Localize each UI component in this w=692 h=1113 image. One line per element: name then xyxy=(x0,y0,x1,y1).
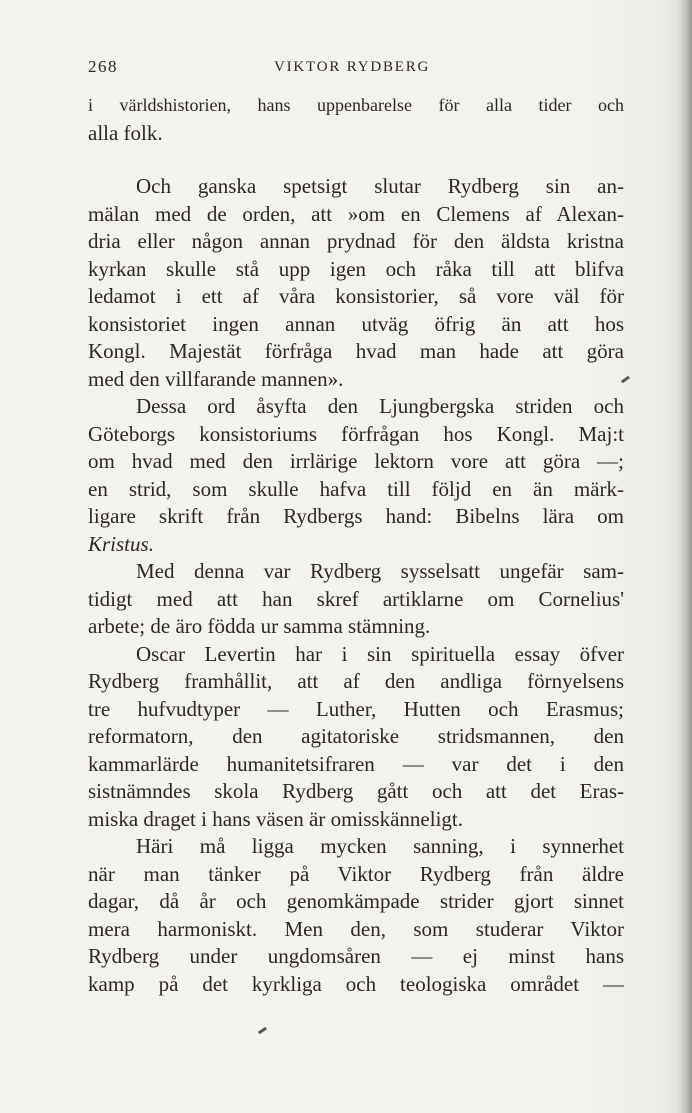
text-line: Rydberg under ungdomsåren — ej minst hans xyxy=(88,944,624,968)
text-line: en strid, som skulle hafva till följd en än märk- xyxy=(88,476,624,501)
body-text xyxy=(88,92,624,998)
text-line: Rydberg framhållit, att af den andliga förnyelsens xyxy=(88,669,624,693)
text-line: ligare skrift från Rydbergs hand: Bibelns lära om xyxy=(88,504,624,528)
text-line: kyrkan skulle stå upp igen och råka till att blifva xyxy=(88,256,624,281)
text-line: Och ganska spetsigt slutar Rydberg sin an- xyxy=(136,174,624,198)
text-line: Dessa ord åsyfta den Ljungbergska striden och xyxy=(136,394,624,418)
text-line: arbete; de äro födda ur samma stämning. xyxy=(88,614,431,638)
text-line: reformatorn, den agitatoriske stridsmannen, den xyxy=(88,724,624,748)
text-line: sistnämndes skola Rydberg gått och att det Eras- xyxy=(88,779,624,803)
text-line: kammarlärde humanitetsifraren — var det i den xyxy=(88,751,624,776)
ink-speck xyxy=(258,1027,267,1035)
text-line: konsistoriet ingen annan utväg öfrig än att hos xyxy=(88,311,624,336)
text-line: mera harmoniskt. Men den, som studerar Viktor xyxy=(88,916,624,941)
text-line: Häri må ligga mycken sanning, i synnerhet xyxy=(136,834,624,858)
running-head: VIKTOR RYDBERG xyxy=(274,59,431,75)
text-line: tre hufvudtyper — Luther, Hutten och Erasmus; xyxy=(88,696,624,721)
text-line: om hvad med den irrlärige lektorn vore att göra —; xyxy=(88,449,624,473)
text-line: när man tänker på Viktor Rydberg från äldre xyxy=(88,861,624,886)
text-line: Göteborgs konsistoriums förfrågan hos Kongl. Maj:t xyxy=(88,421,624,446)
text-line: mälan med de orden, att »om en Clemens af Alexan- xyxy=(88,201,624,226)
paragraph-gap xyxy=(88,147,624,173)
page-edge-shadow xyxy=(678,0,692,1113)
page-number: 268 xyxy=(88,57,118,76)
text-line: i världshistorien, hans uppenbarelse för alla tider och xyxy=(88,95,624,115)
text-line: dagar, då år och genomkämpade strider gjort sinnet xyxy=(88,889,624,913)
text-line: med den villfarande mannen». xyxy=(88,366,344,391)
text-line: alla folk. xyxy=(88,120,163,145)
text-line: tidigt med att han skref artiklarne om Cornelius' xyxy=(88,586,624,611)
text-line: kamp på det kyrkliga och teologiska området — xyxy=(88,971,624,996)
text-line: Oscar Levertin har i sin spirituella essay öfver xyxy=(136,641,624,666)
text-line: Med denna var Rydberg sysselsatt ungefär sam- xyxy=(136,559,624,583)
text-line-italic: Kristus. xyxy=(88,531,154,556)
text-line: ledamot i ett af våra konsistorier, så vore väl för xyxy=(88,284,624,308)
page-header xyxy=(88,57,628,81)
text-line: dria eller någon annan prydnad för den äldsta kristna xyxy=(88,229,624,253)
text-line: Kongl. Majestät förfråga hvad man hade att göra xyxy=(88,339,624,363)
text-line: miska draget i hans väsen är omisskänneligt. xyxy=(88,806,463,831)
